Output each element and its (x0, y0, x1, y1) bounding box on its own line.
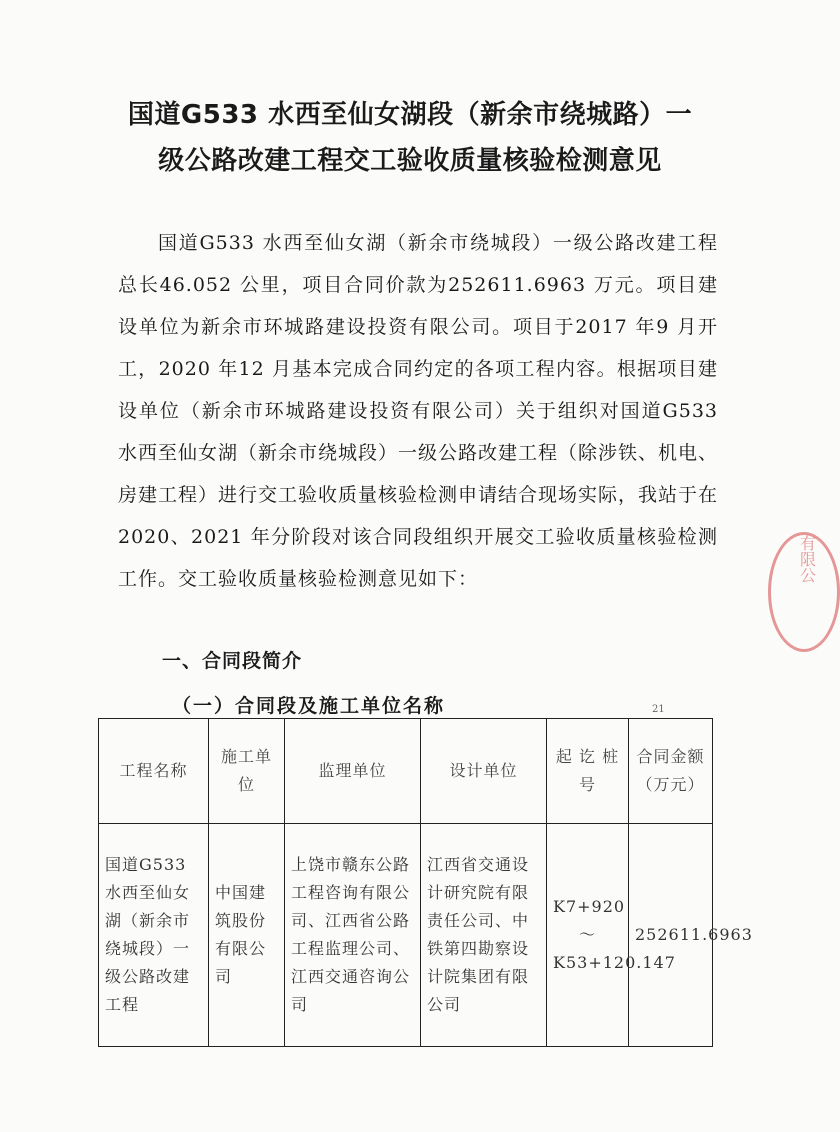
intro-paragraph: 国道G533 水西至仙女湖（新余市绕城段）一级公路改建工程总长46.052 公里，项目合同价款为252611.6963 万元。项目建设单位为新余市环城路建设投资有限公司。项目于2017 年9 月开工，2020 年12 月基本完成合同约定的各项工程内容。根据项目建设单位（新余市环城路建设投资有限公司）关于组织对国道G533 水西至仙女湖（新余市绕城段）一级公路改建工程（除涉铁、机电、房建工程）进行交工验收质量核验检测申请结合现场实际，我站于在2020、2021 年分阶段对该合同段组织开展交工验收质量核验检测工作。交工验收质量核验检测意见如下： (118, 232, 719, 590)
header-designer: 设计单位 (421, 719, 547, 824)
contract-table (98, 718, 753, 1047)
header-chainage: 起 讫 桩 号 (547, 719, 629, 824)
title-line-2: 级公路改建工程交工验收质量核验检测意见 (158, 146, 662, 176)
title-line-1: 国道G533 水西至仙女湖段（新余市绕城路）一 (127, 100, 693, 130)
cell-supervisor: 上饶市赣东公路工程咨询有限公司、江西省公路工程监理公司、江西交通咨询公司 (285, 824, 421, 1047)
seal-text: 有限公 (797, 535, 817, 583)
section-heading: 一、合同段简介 (162, 650, 303, 672)
header-project-name: 工程名称 (99, 719, 209, 824)
margin-mark: 21 (652, 704, 665, 715)
cell-designer: 江西省交通设计研究院有限责任公司、中铁第四勘察设计院集团有限公司 (421, 824, 547, 1047)
table-header-row (99, 719, 713, 824)
subsection-heading: （一）合同段及施工单位名称 (172, 695, 446, 717)
cell-amount: 252611.6963 (629, 824, 713, 1047)
cell-project-name: 国道G533 水西至仙女湖（新余市绕城段）一级公路改建工程 (99, 824, 209, 1047)
header-contractor: 施工单位 (209, 719, 285, 824)
official-seal (768, 532, 840, 652)
table-row (99, 824, 713, 1047)
document-title (120, 92, 700, 184)
cell-chainage: K7+920～K53+120.147 (547, 824, 629, 1047)
header-supervisor: 监理单位 (285, 719, 421, 824)
cell-contractor: 中国建筑股份有限公司 (209, 824, 285, 1047)
header-amount: 合同金额（万元） (629, 719, 713, 824)
